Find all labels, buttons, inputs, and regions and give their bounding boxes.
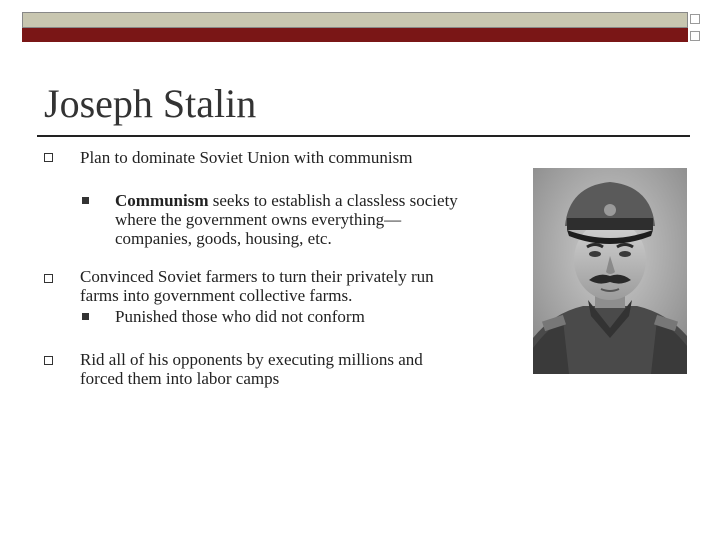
title-divider <box>37 135 690 137</box>
slide-title: Joseph Stalin <box>44 81 257 126</box>
sub-bullet-1-line2: where the government owns everything— <box>115 210 402 229</box>
stalin-portrait-photo <box>533 168 687 374</box>
header-accent-bar <box>22 28 688 42</box>
bullet-2 <box>80 267 434 305</box>
bullet-1: Plan to dominate Soviet Union with communism <box>80 148 413 167</box>
bullet-box-icon <box>44 274 53 283</box>
header-band <box>22 12 688 28</box>
bullet-2-line1: Convinced Soviet farmers to turn their privately run <box>80 267 434 286</box>
sub-bullet-1 <box>115 191 458 248</box>
corner-square-icon <box>690 14 700 24</box>
sub-bullet-square-icon <box>82 313 89 320</box>
corner-square-icon <box>690 31 700 41</box>
bullet-box-icon <box>44 356 53 365</box>
bullet-3-line1: Rid all of his opponents by executing millions and <box>80 350 423 369</box>
sub-bullet-2: Punished those who did not conform <box>115 307 365 326</box>
bullet-box-icon <box>44 153 53 162</box>
bullet-3 <box>80 350 423 388</box>
sub-bullet-1-line1: seeks to establish a classless society <box>208 191 458 210</box>
bullet-2-line2: farms into government collective farms. <box>80 286 353 305</box>
sub-bullet-1-bold: Communism <box>115 191 209 210</box>
sub-bullet-1-line3: companies, goods, housing, etc. <box>115 229 332 248</box>
bullet-3-line2: forced them into labor camps <box>80 369 280 388</box>
sub-bullet-square-icon <box>82 197 89 204</box>
